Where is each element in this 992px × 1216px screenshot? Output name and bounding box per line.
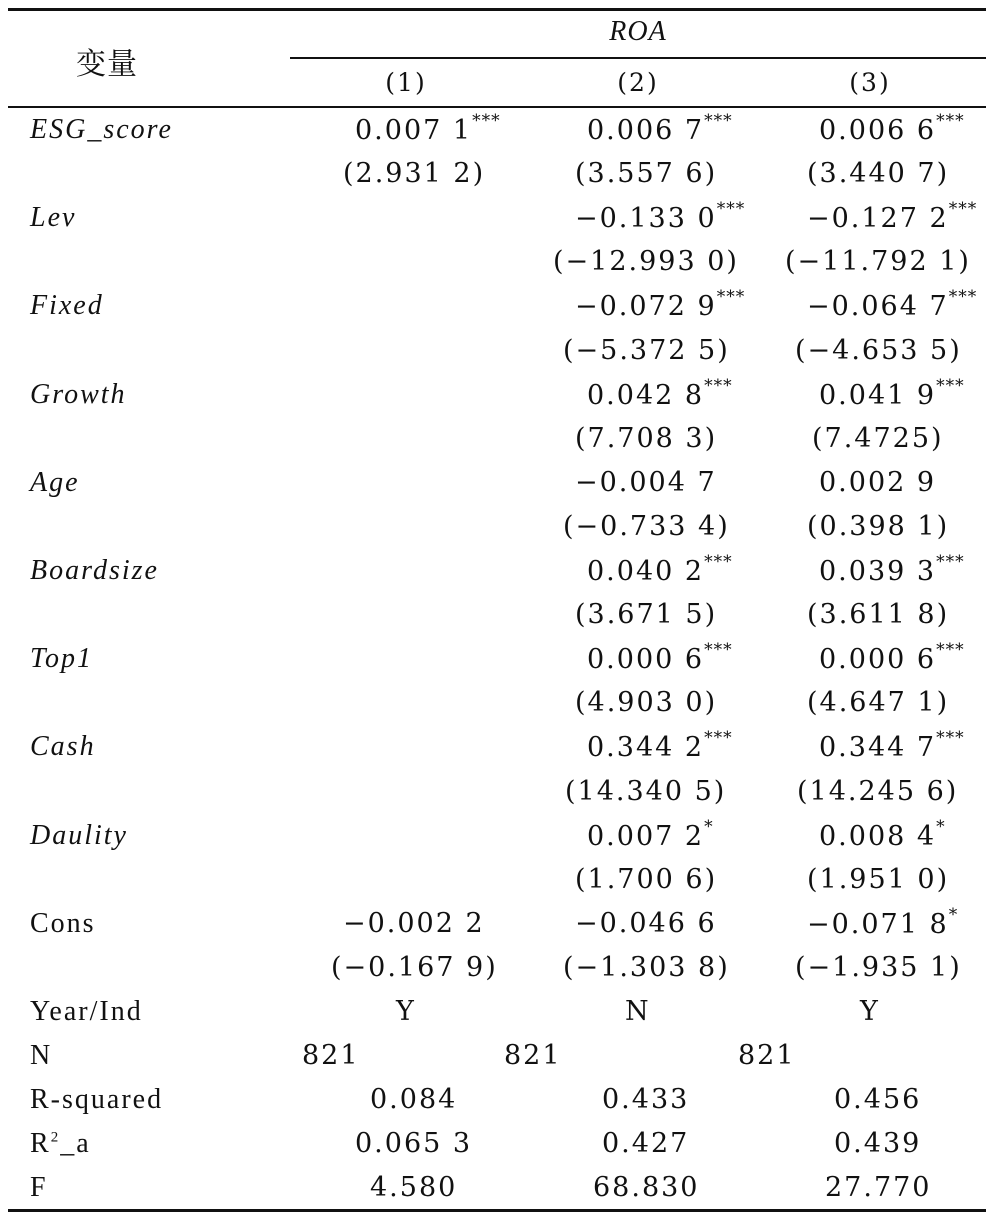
table-cell-col3: (14.245 6) <box>797 776 959 807</box>
variable-label: Daulity <box>30 820 128 851</box>
significance-stars: *** <box>716 287 746 307</box>
significance-stars: *** <box>948 199 978 219</box>
bottom-rule <box>8 1209 986 1212</box>
table-cell-col2: 821 <box>504 1040 562 1071</box>
table-cell-col3: −0.064 7*** <box>807 287 978 322</box>
table-cell-col2: 0.042 8*** <box>587 376 733 411</box>
table-cell-col2: 0.433 <box>602 1084 690 1115</box>
table-cell-col2: −0.046 6 <box>575 908 717 939</box>
table-cell-col1: −0.002 2 <box>343 908 485 939</box>
significance-stars: *** <box>704 640 733 660</box>
dependent-variable-header: ROA <box>609 16 667 47</box>
roa-header-wrap <box>290 0 986 60</box>
column-header-3: (3) <box>849 68 891 97</box>
significance-stars: *** <box>716 199 746 219</box>
table-cell-col1: (−0.167 9) <box>331 952 498 983</box>
column-header-2: (2) <box>617 68 659 97</box>
variable-label: Fixed <box>30 290 104 321</box>
table-cell-col3: 821 <box>738 1040 796 1071</box>
table-cell-col1: 0.065 3 <box>355 1128 473 1159</box>
table-cell-col3: (3.611 8) <box>807 599 950 630</box>
table-cell-col3: 0.344 7*** <box>819 728 965 763</box>
table-cell-col1: 4.580 <box>370 1172 458 1203</box>
variable-label: Top1 <box>30 643 94 674</box>
variable-label: Year/Ind <box>30 996 143 1027</box>
variable-label: F <box>30 1172 48 1203</box>
table-cell-col3: 0.000 6*** <box>819 640 965 675</box>
table-cell-col2: (3.557 6) <box>575 158 718 189</box>
significance-stars: *** <box>936 376 965 396</box>
variable-header: 变量 <box>76 47 138 82</box>
significance-stars: * <box>948 905 959 925</box>
table-cell-col2: −0.004 7 <box>575 467 717 498</box>
table-cell-col2: 0.007 2* <box>587 817 714 852</box>
significance-stars: *** <box>704 376 733 396</box>
variable-label: R-squared <box>30 1084 164 1115</box>
header-rule <box>8 106 986 108</box>
table-cell-col2: (−5.372 5) <box>563 335 730 366</box>
table-cell-col3: 0.008 4* <box>819 817 946 852</box>
table-cell-col1: 0.007 1*** <box>355 111 501 146</box>
variable-label: ESG_score <box>30 114 173 145</box>
table-cell-col3: (−1.935 1) <box>795 952 962 983</box>
table-cell-col3: 0.041 9*** <box>819 376 965 411</box>
significance-stars: *** <box>936 640 965 660</box>
table-cell-col2: (14.340 5) <box>565 776 727 807</box>
table-cell-col2: 0.344 2*** <box>587 728 733 763</box>
significance-stars: *** <box>948 287 978 307</box>
table-cell-col3: Y <box>860 996 880 1027</box>
variable-label: Lev <box>30 202 77 233</box>
table-cell-col3: (−4.653 5) <box>795 335 962 366</box>
table-cell-col2: −0.133 0*** <box>575 199 746 234</box>
table-cell-col2: (−0.733 4) <box>563 511 730 542</box>
table-cell-col2: 68.830 <box>593 1172 700 1203</box>
table-cell-col2: 0.006 7*** <box>587 111 733 146</box>
significance-stars: *** <box>936 552 965 572</box>
table-cell-col2: (−12.993 0) <box>553 246 739 277</box>
significance-stars: *** <box>472 111 501 131</box>
table-cell-col2: N <box>625 996 651 1027</box>
table-cell-col1: Y <box>396 996 416 1027</box>
table-cell-col3: 0.456 <box>834 1084 922 1115</box>
table-cell-col2: (1.700 6) <box>575 864 718 895</box>
table-cell-col3: −0.127 2*** <box>807 199 978 234</box>
table-cell-col1: (2.931 2) <box>343 158 486 189</box>
variable-label: Growth <box>30 379 127 410</box>
significance-stars: *** <box>936 111 965 131</box>
table-cell-col3: 27.770 <box>825 1172 932 1203</box>
table-cell-col3: −0.071 8* <box>807 905 959 940</box>
table-cell-col2: 0.000 6*** <box>587 640 733 675</box>
table-cell-col3: 0.439 <box>834 1128 922 1159</box>
variable-label: Cons <box>30 908 96 939</box>
table-cell-col3: 0.039 3*** <box>819 552 965 587</box>
table-cell-col1: 0.084 <box>370 1084 458 1115</box>
significance-stars: *** <box>704 111 733 131</box>
table-cell-col2: (3.671 5) <box>575 599 718 630</box>
table-cell-col3: (1.951 0) <box>807 864 950 895</box>
table-cell-col3: (−11.792 1) <box>785 246 971 277</box>
table-cell-col3: 0.002 9 <box>819 467 937 498</box>
table-cell-col2: 0.040 2*** <box>587 552 733 587</box>
significance-stars: *** <box>704 728 733 748</box>
table-cell-col3: 0.006 6*** <box>819 111 965 146</box>
table-cell-col3: (7.4725) <box>812 423 944 454</box>
table-cell-col2: (4.903 0) <box>575 687 718 718</box>
table-cell-col2: (−1.303 8) <box>563 952 730 983</box>
table-cell-col2: 0.427 <box>602 1128 690 1159</box>
variable-label: Age <box>30 467 80 498</box>
significance-stars: *** <box>936 728 965 748</box>
significance-stars: * <box>704 817 714 837</box>
variable-label: $R^2\_a$ <box>30 1128 91 1159</box>
table-cell-col2: −0.072 9*** <box>575 287 746 322</box>
table-cell-col2: (7.708 3) <box>575 423 718 454</box>
variable-label: Boardsize <box>30 555 159 586</box>
table-cell-col1: 821 <box>302 1040 360 1071</box>
table-cell-col3: (0.398 1) <box>807 511 950 542</box>
table-cell-col3: (4.647 1) <box>807 687 950 718</box>
significance-stars: *** <box>704 552 733 572</box>
column-header-1: (1) <box>385 68 427 97</box>
table-cell-col3: (3.440 7) <box>807 158 950 189</box>
variable-label: N <box>30 1040 53 1071</box>
variable-label: Cash <box>30 731 96 762</box>
significance-stars: * <box>936 817 946 837</box>
